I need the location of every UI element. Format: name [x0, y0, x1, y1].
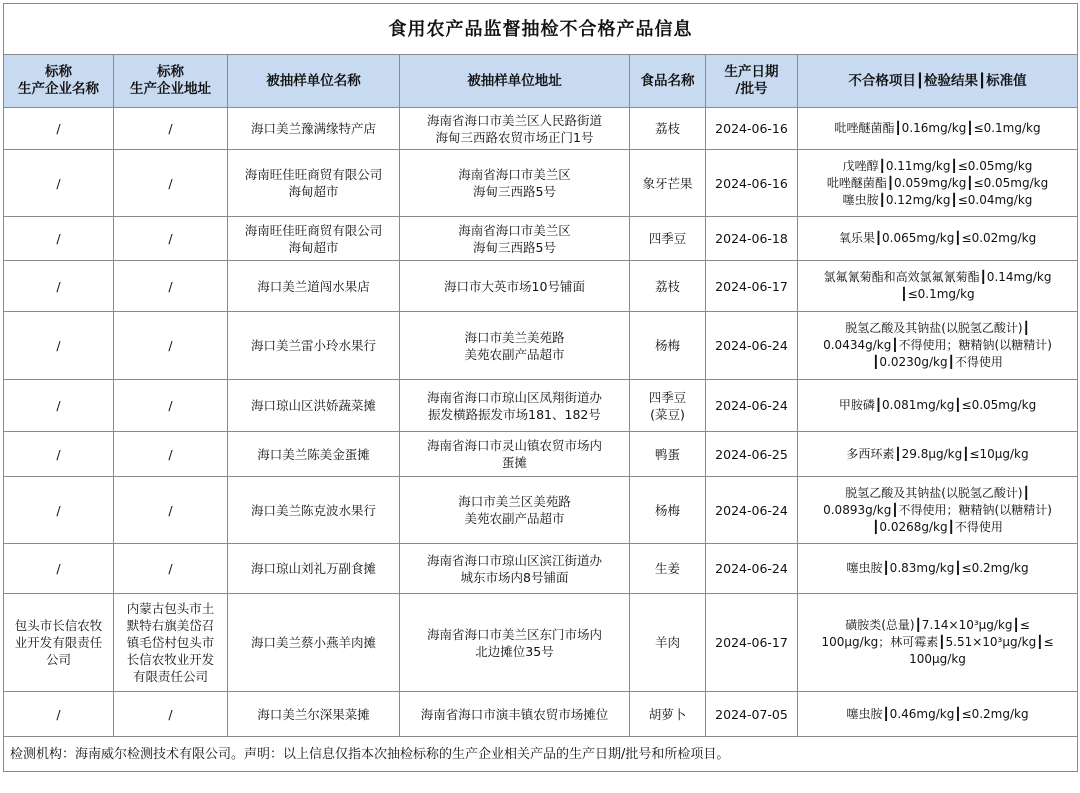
cell-failure: 戊唑醇┃0.11mg/kg┃≤0.05mg/kg 吡唑醚菌酯┃0.059mg/kg┃≤0.05mg/kg 噻虫胺┃0.12mg/kg┃≤0.04mg/kg: [798, 150, 1078, 217]
cell-unit: 海口美兰尔深果菜摊: [228, 692, 400, 737]
cell-company-address: /: [114, 217, 228, 261]
cell-unit: 海口琼山区洪娇蔬菜摊: [228, 380, 400, 432]
cell-failure: 磺胺类(总量)┃7.14×10³μg/kg┃≤ 100μg/kg；林可霉素┃5.51×10³μg/kg┃≤ 100μg/kg: [798, 594, 1078, 692]
cell-company: /: [4, 432, 114, 477]
cell-date: 2024-06-16: [706, 108, 798, 150]
cell-unit: 海口美兰陈美金蛋摊: [228, 432, 400, 477]
cell-company-address: /: [114, 380, 228, 432]
footer-row: [4, 737, 1078, 772]
cell-food: 四季豆 (菜豆): [630, 380, 706, 432]
cell-food: 四季豆: [630, 217, 706, 261]
cell-unit-address: 海南省海口市美兰区 海甸三西路5号: [400, 217, 630, 261]
cell-failure: 氧乐果┃0.065mg/kg┃≤0.02mg/kg: [798, 217, 1078, 261]
cell-unit-address: 海口市美兰区美苑路 美苑农副产品超市: [400, 477, 630, 544]
header-row: [4, 55, 1078, 108]
inspection-table: [3, 3, 1078, 772]
cell-company: /: [4, 108, 114, 150]
header-production-date: 生产日期 /批号: [706, 55, 798, 108]
table-row: [4, 217, 1078, 261]
cell-unit-address: 海南省海口市琼山区凤翔街道办 振发横路振发市场181、182号: [400, 380, 630, 432]
header-failed-items: 不合格项目┃检验结果┃标准值: [798, 55, 1078, 108]
table-row: [4, 432, 1078, 477]
cell-date: 2024-06-16: [706, 150, 798, 217]
cell-date: 2024-07-05: [706, 692, 798, 737]
cell-company: /: [4, 312, 114, 380]
cell-unit: 海南旺佳旺商贸有限公司 海甸超市: [228, 150, 400, 217]
header-sampled-unit-address: 被抽样单位地址: [400, 55, 630, 108]
cell-company-address: /: [114, 261, 228, 312]
table-row: [4, 692, 1078, 737]
header-company-address: 标称 生产企业地址: [114, 55, 228, 108]
cell-food: 荔枝: [630, 261, 706, 312]
document-page: [3, 3, 1077, 772]
table-row: [4, 150, 1078, 217]
cell-failure: 噻虫胺┃0.83mg/kg┃≤0.2mg/kg: [798, 544, 1078, 594]
cell-failure: 脱氢乙酸及其钠盐(以脱氢乙酸计)┃ 0.0434g/kg┃不得使用；糖精钠(以糖精计) ┃0.0230g/kg┃不得使用: [798, 312, 1078, 380]
table-row: [4, 312, 1078, 380]
cell-date: 2024-06-24: [706, 544, 798, 594]
cell-company: /: [4, 544, 114, 594]
cell-date: 2024-06-24: [706, 380, 798, 432]
table-row: [4, 261, 1078, 312]
cell-unit-address: 海南省海口市演丰镇农贸市场摊位: [400, 692, 630, 737]
header-sampled-unit-name: 被抽样单位名称: [228, 55, 400, 108]
cell-unit: 海口美兰道闯水果店: [228, 261, 400, 312]
cell-company-address: /: [114, 150, 228, 217]
cell-company-address: /: [114, 544, 228, 594]
cell-company: /: [4, 261, 114, 312]
cell-failure: 吡唑醚菌酯┃0.16mg/kg┃≤0.1mg/kg: [798, 108, 1078, 150]
cell-company: /: [4, 380, 114, 432]
table-row: [4, 477, 1078, 544]
cell-date: 2024-06-24: [706, 477, 798, 544]
cell-company-address: /: [114, 432, 228, 477]
cell-unit: 海口美兰陈克波水果行: [228, 477, 400, 544]
cell-company-address: /: [114, 477, 228, 544]
cell-company-address: /: [114, 108, 228, 150]
cell-failure: 噻虫胺┃0.46mg/kg┃≤0.2mg/kg: [798, 692, 1078, 737]
cell-failure: 氯氟氰菊酯和高效氯氟氰菊酯┃0.14mg/kg ┃≤0.1mg/kg: [798, 261, 1078, 312]
table-title: 食用农产品监督抽检不合格产品信息: [4, 4, 1078, 55]
cell-failure: 脱氢乙酸及其钠盐(以脱氢乙酸计)┃ 0.0893g/kg┃不得使用；糖精钠(以糖精计) ┃0.0268g/kg┃不得使用: [798, 477, 1078, 544]
cell-company-address: /: [114, 312, 228, 380]
cell-unit-address: 海南省海口市琼山区滨江街道办 城东市场内8号铺面: [400, 544, 630, 594]
cell-unit-address: 海南省海口市美兰区东门市场内 北边摊位35号: [400, 594, 630, 692]
cell-unit: 海口美兰豫满缘特产店: [228, 108, 400, 150]
cell-date: 2024-06-17: [706, 594, 798, 692]
table-row: [4, 108, 1078, 150]
cell-date: 2024-06-24: [706, 312, 798, 380]
cell-unit-address: 海南省海口市灵山镇农贸市场内 蛋摊: [400, 432, 630, 477]
cell-unit: 海南旺佳旺商贸有限公司 海甸超市: [228, 217, 400, 261]
cell-unit-address: 海南省海口市美兰区人民路街道 海甸三西路农贸市场正门1号: [400, 108, 630, 150]
table-row: [4, 594, 1078, 692]
cell-food: 荔枝: [630, 108, 706, 150]
cell-unit-address: 海南省海口市美兰区 海甸三西路5号: [400, 150, 630, 217]
cell-food: 胡萝卜: [630, 692, 706, 737]
cell-company: /: [4, 217, 114, 261]
cell-failure: 甲胺磷┃0.081mg/kg┃≤0.05mg/kg: [798, 380, 1078, 432]
cell-failure: 多西环素┃29.8μg/kg┃≤10μg/kg: [798, 432, 1078, 477]
cell-company-address: 内蒙古包头市土 默特右旗美岱召 镇毛岱村包头市 长信农牧业开发 有限责任公司: [114, 594, 228, 692]
cell-date: 2024-06-17: [706, 261, 798, 312]
cell-company: /: [4, 150, 114, 217]
table-row: [4, 544, 1078, 594]
cell-company: /: [4, 692, 114, 737]
footer-note: 检测机构：海南威尔检测技术有限公司。声明：以上信息仅指本次抽检标称的生产企业相关产品的生产日期/批号和所检项目。: [4, 737, 1078, 772]
cell-food: 象牙芒果: [630, 150, 706, 217]
cell-date: 2024-06-25: [706, 432, 798, 477]
cell-unit: 海口美兰雷小玲水果行: [228, 312, 400, 380]
cell-food: 羊肉: [630, 594, 706, 692]
cell-company-address: /: [114, 692, 228, 737]
cell-unit-address: 海口市大英市场10号铺面: [400, 261, 630, 312]
cell-company: /: [4, 477, 114, 544]
cell-unit: 海口美兰蔡小燕羊肉摊: [228, 594, 400, 692]
header-food-name: 食品名称: [630, 55, 706, 108]
cell-unit: 海口琼山刘礼万副食摊: [228, 544, 400, 594]
table-row: [4, 380, 1078, 432]
cell-company: 包头市长信农牧 业开发有限责任 公司: [4, 594, 114, 692]
cell-food: 杨梅: [630, 312, 706, 380]
cell-food: 杨梅: [630, 477, 706, 544]
cell-food: 生姜: [630, 544, 706, 594]
cell-unit-address: 海口市美兰美苑路 美苑农副产品超市: [400, 312, 630, 380]
cell-food: 鸭蛋: [630, 432, 706, 477]
cell-date: 2024-06-18: [706, 217, 798, 261]
header-company-name: 标称 生产企业名称: [4, 55, 114, 108]
